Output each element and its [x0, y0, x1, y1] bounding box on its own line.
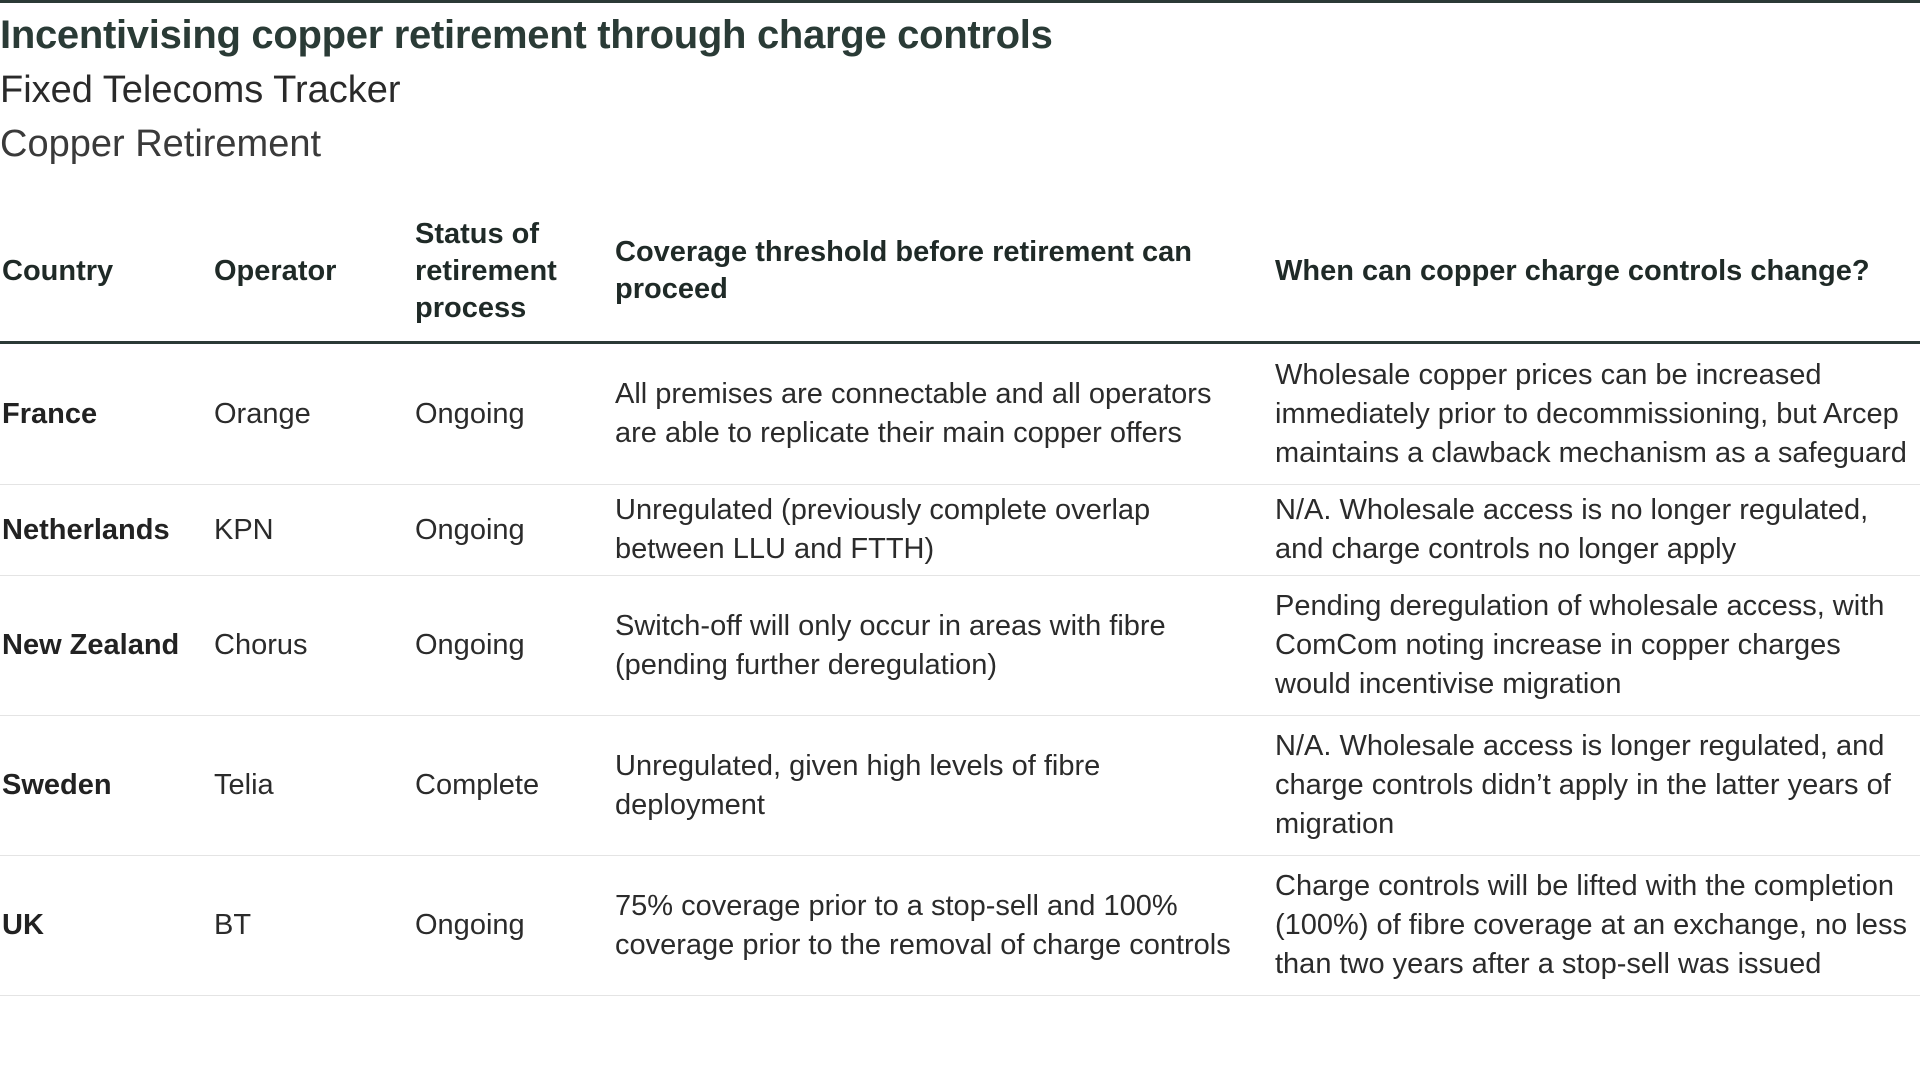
threshold-cell: All premises are connectable and all operators are able to replicate their main copper offers [613, 343, 1273, 485]
country-cell: New Zealand [0, 576, 212, 716]
threshold-cell: Switch-off will only occur in areas with fibre (pending further deregulation) [613, 576, 1273, 716]
table-row [0, 343, 1920, 485]
operator-cell: BT [212, 856, 413, 996]
status-cell: Ongoing [413, 576, 613, 716]
charge-controls-cell: N/A. Wholesale access is no longer regulated, and charge controls no longer apply [1273, 485, 1920, 576]
charge-controls-cell: N/A. Wholesale access is longer regulated, and charge controls didn’t apply in the latter years of migration [1273, 716, 1920, 856]
operator-cell: Chorus [212, 576, 413, 716]
status-cell: Complete [413, 716, 613, 856]
column-header-country: Country [0, 201, 212, 343]
copper-retirement-table [0, 201, 1920, 996]
table-row [0, 576, 1920, 716]
page-subtitle: Fixed Telecoms Tracker [0, 69, 401, 111]
country-cell: Sweden [0, 716, 212, 856]
country-cell: Netherlands [0, 485, 212, 576]
status-cell: Ongoing [413, 856, 613, 996]
status-cell: Ongoing [413, 343, 613, 485]
country-cell: France [0, 343, 212, 485]
column-header-charge-controls: When can copper charge controls change? [1273, 201, 1920, 343]
status-cell: Ongoing [413, 485, 613, 576]
operator-cell: Telia [212, 716, 413, 856]
page-title: Incentivising copper retirement through charge controls [0, 13, 1053, 57]
threshold-cell: Unregulated (previously complete overlap between LLU and FTTH) [613, 485, 1273, 576]
charge-controls-cell: Wholesale copper prices can be increased immediately prior to decommissioning, but Arcep maintains a clawback mechanism as a safeguard [1273, 343, 1920, 485]
charge-controls-cell: Pending deregulation of wholesale access, with ComCom noting increase in copper charges would incentivise migration [1273, 576, 1920, 716]
column-header-operator: Operator [212, 201, 413, 343]
country-cell: UK [0, 856, 212, 996]
charge-controls-cell: Charge controls will be lifted with the completion (100%) of fibre coverage at an exchange, no less than two years after a stop-sell was issued [1273, 856, 1920, 996]
column-header-status: Status of retirement process [413, 201, 613, 343]
threshold-cell: Unregulated, given high levels of fibre deployment [613, 716, 1273, 856]
column-header-threshold: Coverage threshold before retirement can proceed [613, 201, 1273, 343]
threshold-cell: 75% coverage prior to a stop-sell and 100% coverage prior to the removal of charge controls [613, 856, 1273, 996]
table-header-row [0, 201, 1920, 343]
table-row [0, 856, 1920, 996]
operator-cell: KPN [212, 485, 413, 576]
table-row [0, 716, 1920, 856]
table-row [0, 485, 1920, 576]
operator-cell: Orange [212, 343, 413, 485]
section-title: Copper Retirement [0, 123, 322, 165]
